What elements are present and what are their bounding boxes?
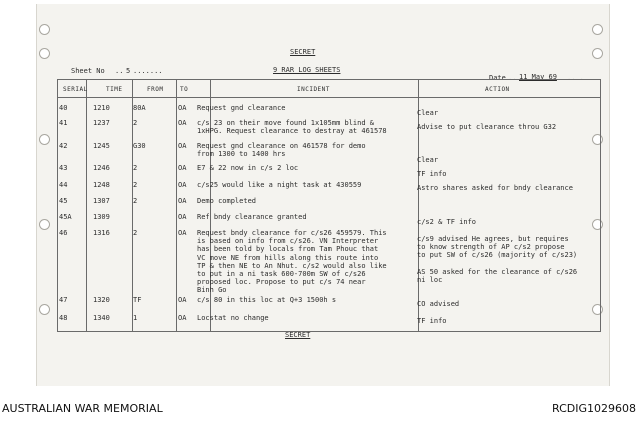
row-incident-line: Request gnd clearance <box>197 104 286 112</box>
row-action-line: to put SW of c/s26 (majority of c/s23) <box>417 251 578 260</box>
row-time: 1237 <box>93 119 110 127</box>
row-to: OA <box>178 104 187 112</box>
row-action-line: Clear <box>417 109 439 117</box>
row-incident-line: c/s 23 on their move found 1x105mm blind & <box>197 119 375 127</box>
row-action-line: Astro shares asked for bndy clearance <box>417 184 573 192</box>
row-incident-line: has been told by locals from Tam Phouc that <box>197 245 379 254</box>
row-serial: 45 <box>59 197 68 205</box>
row-serial: 41 <box>59 119 68 127</box>
row-to: OA <box>178 119 187 127</box>
col-header-time: TIME <box>106 86 123 93</box>
punch-hole-icon <box>39 304 50 315</box>
punch-hole-icon <box>39 219 50 230</box>
row-action-line: ni loc <box>417 276 443 284</box>
binder-holes <box>39 4 53 386</box>
row-time: 1320 <box>93 296 110 304</box>
log-title: 9 RAR LOG SHEETS <box>273 66 341 74</box>
punch-hole-icon <box>39 134 50 145</box>
row-action-line: TF info <box>417 317 447 325</box>
row-from: G30 <box>133 142 146 150</box>
row-incident-line: from 1300 to 1400 hrs <box>197 150 286 159</box>
row-time: 1340 <box>93 314 110 322</box>
row-time: 1316 <box>93 229 110 237</box>
punch-hole-icon <box>39 24 50 35</box>
row-to: OA <box>178 181 187 189</box>
col-header-to: TO <box>180 86 189 93</box>
col-header-serial: SERIAL <box>63 86 88 93</box>
row-to: OA <box>178 213 187 221</box>
row-from: 2 <box>133 164 138 172</box>
row-action-line: c/s2 & TF info <box>417 218 477 226</box>
punch-hole-icon <box>592 24 603 35</box>
row-incident-line: Locstat no change <box>197 314 269 322</box>
row-from: 80A <box>133 104 146 112</box>
sheet-number-label: Sheet No <box>71 67 105 75</box>
row-time: 1245 <box>93 142 110 150</box>
row-incident-line: c/s25 would like a night task at 430559 <box>197 181 362 189</box>
row-action-line: to know strength of AP c/s2 propose <box>417 243 565 252</box>
footer-archive-name: AUSTRALIAN WAR MEMORIAL <box>2 402 163 415</box>
row-action-line: AS 50 asked for the clearance of c/s26 <box>417 267 578 276</box>
row-to: OA <box>178 164 187 172</box>
row-action-line: TF info <box>417 170 447 178</box>
row-incident-line: 1xHPG. Request clearance to destray at 461578 <box>197 127 387 136</box>
date-value: 11 May 69 <box>519 73 557 81</box>
col-header-incident: INCIDENT <box>297 86 330 93</box>
col-header-action: ACTION <box>485 86 510 93</box>
row-serial: 48 <box>59 314 68 322</box>
row-serial: 47 <box>59 296 68 304</box>
row-time: 1210 <box>93 104 110 112</box>
row-from: 2 <box>133 229 138 237</box>
row-serial: 44 <box>59 181 68 189</box>
row-serial: 46 <box>59 229 68 237</box>
col-header-from: FROM <box>147 86 164 93</box>
row-incident-line: Request gnd clearance on 461578 for demo <box>197 142 366 150</box>
log-table <box>57 79 601 332</box>
row-incident-line: VC move NE from hills along this route into <box>197 253 379 262</box>
date-label: Date <box>489 74 506 82</box>
row-incident-line: TP & then NE to An Nhut. c/s2 would also like <box>197 261 387 270</box>
row-action-line: c/s9 advised He agrees, but requires <box>417 235 569 243</box>
row-to: OA <box>178 296 187 304</box>
row-from: TF <box>133 296 142 304</box>
row-to: OA <box>178 229 187 237</box>
row-from: 2 <box>133 181 138 189</box>
row-time: 1307 <box>93 197 110 205</box>
row-to: OA <box>178 197 187 205</box>
punch-hole-icon <box>592 48 603 59</box>
row-incident-line: to put in a ni task 600-700m SW of c/s26 <box>197 270 366 278</box>
punch-hole-icon <box>39 48 50 59</box>
row-serial: 42 <box>59 142 68 150</box>
row-serial: 43 <box>59 164 68 172</box>
log-sheet: SECRET 9 RAR LOG SHEETS Sheet No .. 5 ....... Date .. 11 May 69 .... SERIAL TIME FROM TO INCIDENT ACTION 40 1210 80A OA Request gnd clearance Clear 41 1237 2 OA c/s 23 on their move found 1x105mm blind & 1xHPG. Request clearance to destray at 461578 Advise to put clearance throu G32 42 1245 G30 OA Request gnd clearance on 461578 for demo from 1300 to 1400 hrs Clear 43 1246 2 OA E7 & 22 now in c/s 2 loc TF info 44 1248 2 OA c/s25 would like a night task at 430559 Astro shares asked for bndy clearance 45 1307 2 OA Demo completed 45A 1309 OA Ref bndy clearance granted c/s2 & TF info 46 1316 2 OA Request bndy clearance for c/s26 459579. This is based on info from c/s26. VN Interpreter has been told by locals from Tam Phouc that VC move NE from hills along this route into TP & then NE to An Nhut. c/s2 would also like to put in a ni task 600-700m SW of c/s26 proposed loc. Propose to put c/s 74 near Binh Go c/s9 advised He agrees, but requires to know strength of AP c/s2 propose to put SW of c/s26 (majority of c/s23) AS 50 asked for the clearance of c/s26 ni loc 47 1320 TF OA c/s 80 in this loc at Q+3 1500h s CO advised 48 1340 1 OA Locstat no change TF info SECRET <box>36 4 610 386</box>
row-from: 2 <box>133 119 138 127</box>
row-serial: 45A <box>59 213 72 221</box>
row-incident-line: Ref bndy clearance granted <box>197 213 307 221</box>
footer-reference-id: RCDIG1029608 <box>551 402 636 415</box>
row-time: 1248 <box>93 181 110 189</box>
row-incident-line: Request bndy clearance for c/s26 459579. This <box>197 229 387 237</box>
row-serial: 40 <box>59 104 68 112</box>
row-to: OA <box>178 314 187 322</box>
row-incident-line: Binh Go <box>197 286 227 295</box>
sheet-number-value: 5 <box>126 67 131 75</box>
classification-bottom: SECRET <box>285 331 311 339</box>
row-time: 1246 <box>93 164 110 172</box>
row-incident-line: c/s 80 in this loc at Q+3 1500h s <box>197 296 337 304</box>
row-action-line: Clear <box>417 156 439 164</box>
row-action-line: CO advised <box>417 300 460 308</box>
row-to: OA <box>178 142 187 150</box>
row-incident-line: proposed loc. Propose to put c/s 74 near <box>197 278 366 287</box>
row-time: 1309 <box>93 213 110 221</box>
row-incident-line: E7 & 22 now in c/s 2 loc <box>197 164 299 172</box>
row-incident-line: is based on info from c/s26. VN Interpreter <box>197 237 379 246</box>
row-from: 1 <box>133 314 138 322</box>
row-action-line: Advise to put clearance throu G32 <box>417 123 557 131</box>
row-from: 2 <box>133 197 138 205</box>
row-incident-line: Demo completed <box>197 197 257 205</box>
classification-top: SECRET <box>290 48 316 56</box>
